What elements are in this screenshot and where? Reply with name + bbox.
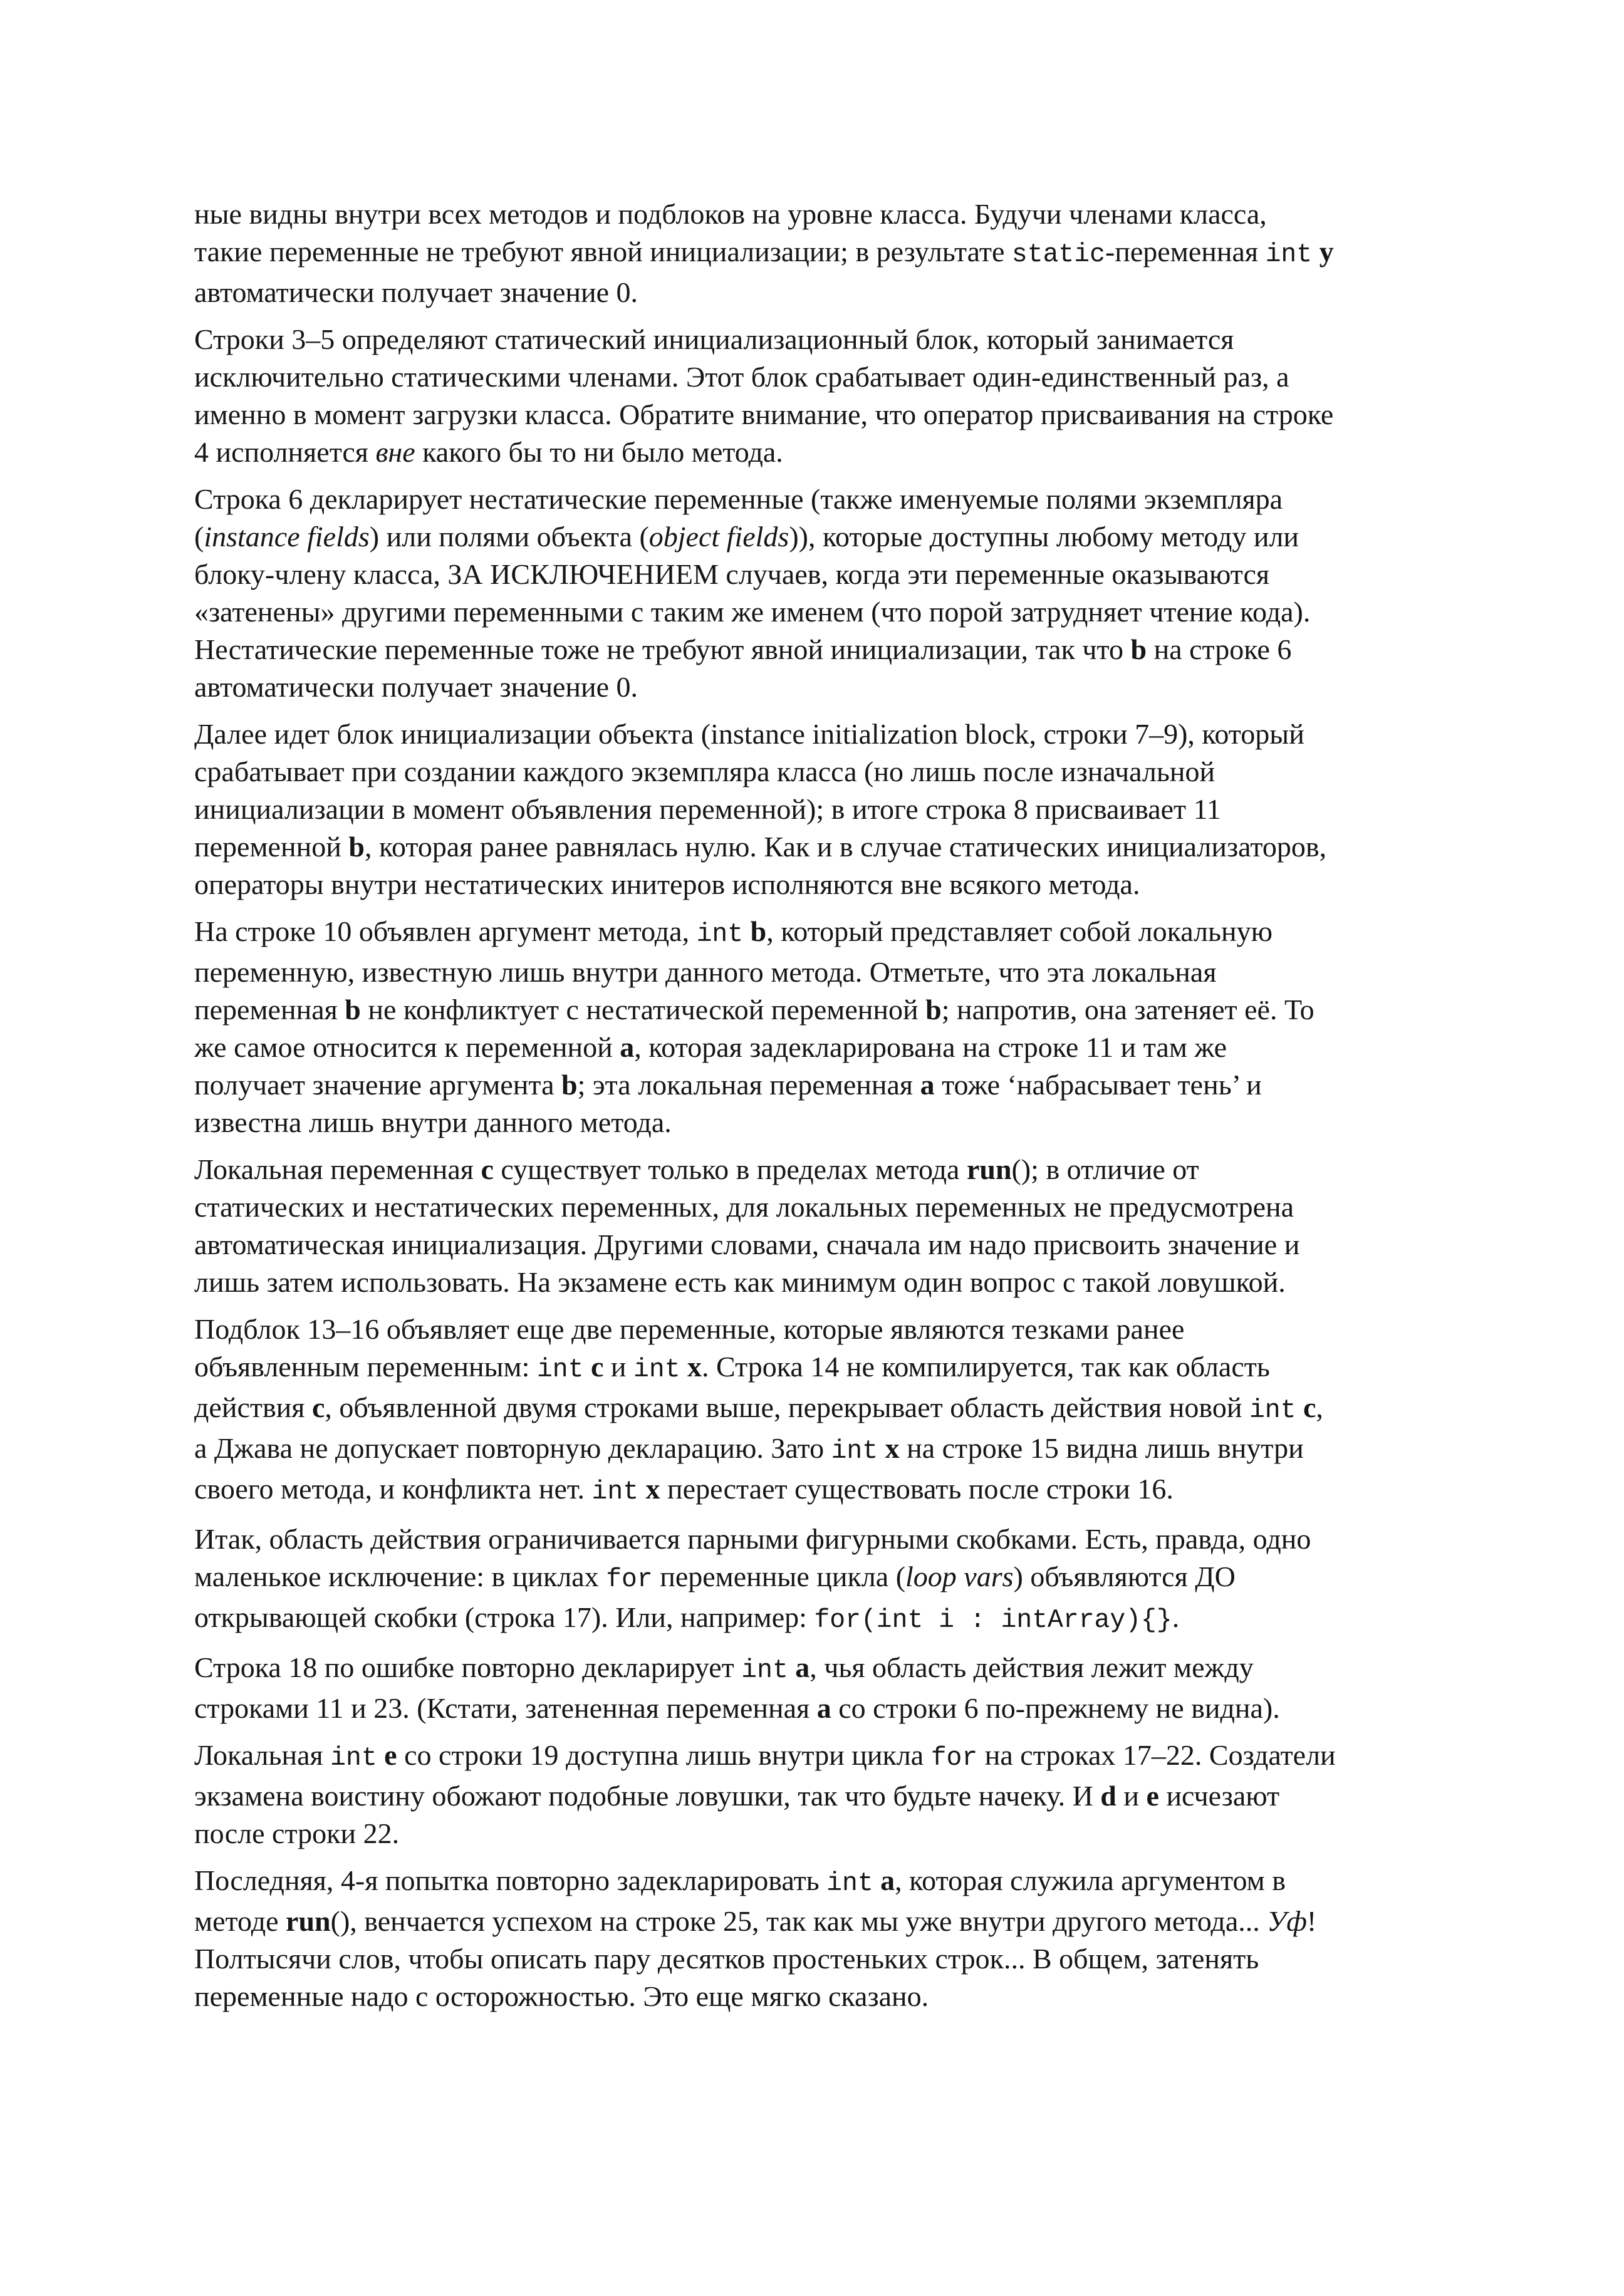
text-run: открывающей скобки (строка 17). Или, например: — [194, 1601, 815, 1633]
text-line — [194, 1430, 1454, 1470]
text-line — [194, 1311, 1454, 1348]
text-run — [1296, 1391, 1303, 1423]
paragraph-8 — [194, 1520, 1454, 1639]
text-line — [194, 1815, 1454, 1852]
code-run: int — [1265, 241, 1313, 269]
text-run: Итак, область действия ограничивается парными фигурными скобками. Есть, правда, одно — [194, 1523, 1311, 1555]
text-run: срабатывает при создании каждого экземпляра класса (но лишь после изначальной — [194, 756, 1215, 787]
text-run: , которая задекларирована на строке 11 и там же — [634, 1031, 1227, 1063]
text-run: на строке 6 — [1147, 633, 1292, 665]
text-run: же самое относится к переменной — [194, 1031, 620, 1063]
text-run: x — [885, 1432, 900, 1464]
text-run: какого бы то ни было метода. — [415, 436, 783, 468]
text-run: методе — [194, 1905, 286, 1937]
text-run: a — [816, 1692, 831, 1724]
text-run: a — [920, 1069, 935, 1101]
text-run: Уф — [1267, 1905, 1307, 1937]
text-line — [194, 593, 1454, 631]
text-run: инициализации в момент объявления переменной); в итоге строка 8 присваивает 11 — [194, 793, 1221, 825]
text-run: исключительно статическими членами. Этот блок срабатывает один-единственный раз, а — [194, 361, 1289, 393]
text-run: b — [1130, 633, 1147, 665]
text-run: c — [590, 1351, 604, 1383]
text-run — [680, 1351, 688, 1383]
text-line — [194, 1978, 1454, 2015]
text-line — [194, 1599, 1454, 1639]
code-run: int — [330, 1744, 377, 1773]
code-run: int — [826, 1869, 873, 1898]
text-run: Нестатические переменные тоже не требуют явной инициализации, так что — [194, 633, 1131, 665]
text-run: c — [481, 1153, 494, 1185]
text-run: e — [1146, 1780, 1159, 1812]
text-run: d — [1100, 1780, 1116, 1812]
text-run: )), которые доступны любому методу или — [789, 521, 1299, 553]
text-run: лишь затем использовать. На экзамене есть как минимум один вопрос с такой ловушкой. — [194, 1266, 1286, 1298]
text-line — [194, 1226, 1454, 1264]
text-run: Строки 3–5 определяют статический инициализационный блок, который занимается — [194, 323, 1234, 355]
paragraph-2 — [194, 321, 1454, 471]
text-run — [878, 1432, 885, 1464]
code-run: for(int i : intArray){} — [814, 1606, 1172, 1635]
text-line — [194, 1649, 1454, 1690]
text-line — [194, 1737, 1454, 1777]
code-run: for — [606, 1566, 653, 1594]
text-run: a — [880, 1864, 895, 1896]
text-run: (); в отличие от — [1011, 1153, 1199, 1185]
text-run — [873, 1864, 881, 1896]
text-run: -переменная — [1105, 236, 1266, 268]
text-run: e — [384, 1739, 397, 1771]
paragraph-6 — [194, 1151, 1454, 1301]
text-line — [194, 480, 1454, 518]
code-run: static — [1011, 241, 1105, 269]
text-line — [194, 321, 1454, 358]
text-run: y — [1319, 236, 1334, 268]
code-run: int — [536, 1356, 584, 1384]
paragraph-7 — [194, 1311, 1454, 1511]
text-run: , — [1316, 1391, 1323, 1423]
text-run: получает значение аргумента — [194, 1069, 562, 1101]
text-run: известна лишь внутри данного метода. — [194, 1106, 672, 1138]
text-run: автоматически получает значение 0. — [194, 671, 638, 703]
text-run: 4 исполняется — [194, 436, 376, 468]
text-run: b — [925, 994, 942, 1026]
text-column — [194, 195, 1454, 2015]
text-run: именно в момент загрузки класса. Обратите внимание, что оператор присваивания на строке — [194, 398, 1334, 430]
text-run: ; эта локальная переменная — [577, 1069, 920, 1101]
text-line — [194, 1188, 1454, 1226]
text-line — [194, 556, 1454, 593]
text-run: a — [795, 1651, 810, 1683]
text-run — [638, 1473, 646, 1505]
paragraph-5 — [194, 913, 1454, 1141]
text-run: действия — [194, 1391, 312, 1423]
text-run: ( — [194, 521, 204, 553]
text-line — [194, 396, 1454, 434]
text-run: не конфликтует с нестатической переменной — [360, 994, 926, 1026]
text-run: На строке 10 объявлен аргумент метода, — [194, 915, 697, 947]
text-line — [194, 1104, 1454, 1141]
text-run: run — [966, 1153, 1012, 1185]
text-run: b — [561, 1069, 578, 1101]
text-run: строками 11 и 23. (Кстати, затененная переменная — [194, 1692, 817, 1724]
paragraph-11 — [194, 1862, 1454, 2015]
text-run: автоматически получает значение 0. — [194, 276, 638, 308]
text-run: instance fields — [204, 521, 370, 553]
text-run: ) объявляются ДО — [1013, 1561, 1236, 1592]
text-run: переменную, известную лишь внутри данного метода. Отметьте, что эта локальная — [194, 956, 1217, 988]
text-line — [194, 1151, 1454, 1188]
code-run: int — [633, 1356, 680, 1384]
text-run: такие переменные не требуют явной инициализации; в результате — [194, 236, 1012, 268]
paragraph-3 — [194, 480, 1454, 706]
text-run — [788, 1651, 796, 1683]
text-run: ! — [1306, 1905, 1317, 1937]
text-line — [194, 1903, 1454, 1940]
text-line — [194, 631, 1454, 668]
text-run: (), венчается успехом на строке 25, так как мы уже внутри другого метода... — [330, 1905, 1267, 1937]
text-line — [194, 1862, 1454, 1903]
text-run: и — [1116, 1780, 1147, 1812]
text-line — [194, 1690, 1454, 1727]
text-run: Строка 18 по ошибке повторно декларирует — [194, 1651, 742, 1683]
text-run: , объявленной двумя строками выше, перекрывает область действия новой — [325, 1391, 1249, 1423]
text-run: Полтысячи слов, чтобы описать пару десятков простеньких строк... В общем, затенять — [194, 1943, 1259, 1975]
text-run: своего метода, и конфликта нет. — [194, 1473, 592, 1505]
text-run: экзамена воистину обожают подобные ловушки, так что будьте начеку. И — [194, 1780, 1101, 1812]
text-line — [194, 913, 1454, 953]
code-run: for — [930, 1744, 978, 1773]
text-line — [194, 953, 1454, 991]
text-run: блоку-члену класса, ЗА ИСКЛЮЧЕНИЕМ случаев, когда эти переменные оказываются — [194, 558, 1270, 590]
text-run: маленькое исключение: в циклах — [194, 1561, 606, 1592]
text-line — [194, 715, 1454, 753]
text-run — [743, 915, 751, 947]
code-run: int — [591, 1478, 639, 1507]
text-run: Далее идет блок инициализации объекта (instance initialization block, строки 7–9), который — [194, 718, 1304, 750]
text-line — [194, 1348, 1454, 1389]
text-line — [194, 1264, 1454, 1301]
text-line — [194, 753, 1454, 791]
text-line — [194, 828, 1454, 866]
text-run: автоматическая инициализация. Другими словами, сначала им надо присвоить значение и — [194, 1229, 1300, 1260]
text-line — [194, 1940, 1454, 1978]
text-line — [194, 991, 1454, 1029]
text-line — [194, 518, 1454, 556]
text-line — [194, 274, 1454, 311]
text-line — [194, 358, 1454, 396]
text-run: , чья область действия лежит между — [809, 1651, 1254, 1683]
text-line — [194, 233, 1454, 274]
text-run: object fields — [648, 521, 789, 553]
text-run: объявленным переменным: — [194, 1351, 537, 1383]
text-line — [194, 1389, 1454, 1430]
text-run: loop vars — [905, 1561, 1014, 1592]
text-run: c — [311, 1391, 325, 1423]
text-run: со строки 6 по-прежнему не видна). — [831, 1692, 1280, 1724]
text-run: x — [645, 1473, 660, 1505]
text-run: a — [620, 1031, 635, 1063]
text-line — [194, 1066, 1454, 1104]
code-run: int — [741, 1656, 788, 1685]
text-run — [1312, 236, 1320, 268]
text-run: со строки 19 доступна лишь внутри цикла — [397, 1739, 931, 1771]
text-line — [194, 1029, 1454, 1066]
text-run: переменные надо с осторожностью. Это еще мягко сказано. — [194, 1980, 929, 2012]
text-run: run — [286, 1905, 331, 1937]
text-run: существует только в пределах метода — [493, 1153, 967, 1185]
text-line — [194, 866, 1454, 903]
text-run: переменная — [194, 994, 345, 1026]
text-run: перестает существовать после строки 16. — [660, 1473, 1174, 1505]
text-line — [194, 1470, 1454, 1511]
text-run: b — [750, 915, 767, 947]
text-run: Локальная переменная — [194, 1153, 481, 1185]
text-run: , который представляет собой локальную — [766, 915, 1273, 947]
text-line — [194, 668, 1454, 706]
text-run: Последняя, 4-я попытка повторно задекларировать — [194, 1864, 827, 1896]
text-run: переменные цикла ( — [652, 1561, 906, 1592]
text-run: статических и нестатических переменных, для локальных переменных не предусмотрена — [194, 1191, 1294, 1223]
text-run: операторы внутри нестатических инитеров исполняются вне всякого метода. — [194, 868, 1140, 900]
text-run: и — [603, 1351, 634, 1383]
text-run: Подблок 13–16 объявляет еще две переменные, которые являются тезками ранее — [194, 1313, 1185, 1345]
text-run: . Строка 14 не компилируется, так как область — [702, 1351, 1270, 1383]
text-line — [194, 1777, 1454, 1815]
text-run: b — [345, 994, 361, 1026]
text-run: ) или полями объекта ( — [369, 521, 649, 553]
text-run: c — [1303, 1391, 1316, 1423]
text-run: x — [687, 1351, 702, 1383]
text-run: после строки 22. — [194, 1817, 400, 1849]
text-run: Локальная — [194, 1739, 331, 1771]
text-run: ; напротив, она затеняет её. То — [941, 994, 1314, 1026]
paragraph-10 — [194, 1737, 1454, 1852]
text-run — [583, 1351, 591, 1383]
text-run: исчезают — [1158, 1780, 1280, 1812]
text-run: , которая служила аргументом в — [895, 1864, 1286, 1896]
code-run: int — [831, 1437, 878, 1466]
text-run: на строке 15 видна лишь внутри — [899, 1432, 1304, 1464]
text-run: а Джава не допускает повторную декларацию. Зато — [194, 1432, 831, 1464]
text-run: на строках 17–22. Создатели — [977, 1739, 1336, 1771]
text-run: переменной — [194, 831, 349, 863]
text-run: «затенены» другими переменными с таким же именем (что порой затрудняет чтение кода). — [194, 596, 1311, 628]
text-run: тоже ‘набрасывает тень’ и — [934, 1069, 1262, 1101]
text-run: вне — [375, 436, 415, 468]
text-run: , которая ранее равнялась нулю. Как и в случае статических инициализаторов, — [364, 831, 1327, 863]
paragraph-1 — [194, 195, 1454, 311]
code-run: int — [696, 920, 744, 949]
text-run: b — [348, 831, 365, 863]
text-line — [194, 1558, 1454, 1599]
text-run: Строка 6 декларирует нестатические переменные (также именуемые полями экземпляра — [194, 483, 1283, 515]
text-run — [377, 1739, 385, 1771]
text-line — [194, 1520, 1454, 1558]
text-line — [194, 434, 1454, 471]
text-run: . — [1172, 1601, 1180, 1633]
code-run: int — [1249, 1396, 1296, 1425]
text-line — [194, 195, 1454, 233]
text-run: ные видны внутри всех методов и подблоков на уровне класса. Будучи членами класса, — [194, 198, 1267, 230]
paragraph-4 — [194, 715, 1454, 903]
text-line — [194, 791, 1454, 828]
paragraph-9 — [194, 1649, 1454, 1727]
